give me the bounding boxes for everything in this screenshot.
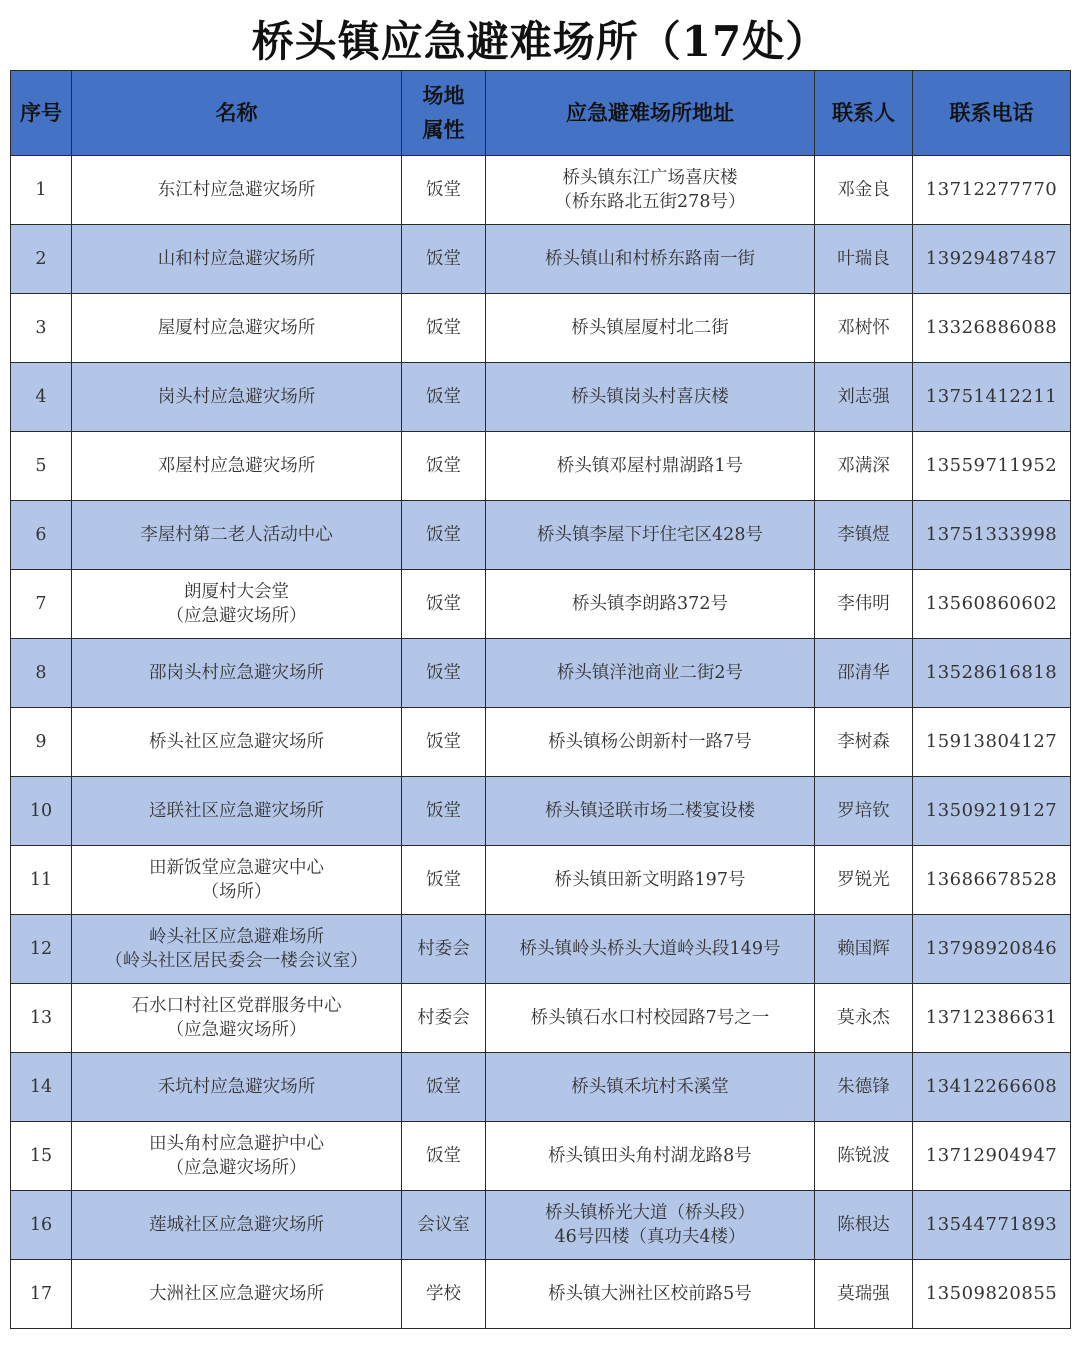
cell-contact-text: 莫瑞强	[837, 1284, 890, 1304]
cell-name	[72, 915, 402, 984]
cell-address	[486, 708, 815, 777]
cell-seq	[11, 639, 72, 708]
table-row	[11, 1260, 1071, 1329]
cell-contact	[815, 777, 913, 846]
cell-name	[72, 294, 402, 363]
cell-type-text: 饭堂	[426, 456, 461, 476]
cell-name-text: 岭头社区应急避难场所	[149, 927, 324, 947]
cell-name	[72, 432, 402, 501]
cell-seq	[11, 846, 72, 915]
cell-contact-text: 叶瑞良	[837, 249, 890, 269]
cell-seq	[11, 432, 72, 501]
cell-phone-text: 13559711952	[925, 455, 1058, 476]
cell-contact-text: 罗锐光	[837, 870, 890, 890]
table-row	[11, 294, 1071, 363]
cell-seq	[11, 1053, 72, 1122]
cell-phone-text: 13751333998	[925, 524, 1058, 545]
header-type	[402, 71, 486, 156]
cell-seq-text: 4	[35, 387, 47, 407]
cell-seq-text: 8	[35, 663, 47, 683]
table-row	[11, 501, 1071, 570]
cell-phone	[913, 915, 1071, 984]
cell-contact	[815, 915, 913, 984]
cell-name-text: 田新饭堂应急避灾中心	[149, 858, 324, 878]
cell-contact-text: 邓树怀	[837, 318, 890, 338]
cell-seq-text: 9	[35, 732, 47, 752]
cell-name-text: 朗厦村大会堂	[184, 582, 289, 602]
cell-name	[72, 225, 402, 294]
cell-phone-text: 13544771893	[925, 1214, 1058, 1235]
cell-contact	[815, 1191, 913, 1260]
cell-name	[72, 156, 402, 225]
cell-type	[402, 708, 486, 777]
cell-address-text: 桥头镇山和村桥东路南一街	[545, 249, 755, 269]
cell-phone	[913, 225, 1071, 294]
cell-contact-text: 邵清华	[837, 663, 890, 683]
cell-name-text-line2: （应急避灾场所）	[166, 1158, 307, 1178]
cell-phone	[913, 708, 1071, 777]
table-row	[11, 1053, 1071, 1122]
cell-type	[402, 984, 486, 1053]
header-address: 应急避难场所地址	[486, 71, 815, 156]
header-seq: 序号	[11, 71, 72, 156]
cell-name	[72, 639, 402, 708]
cell-phone	[913, 984, 1071, 1053]
cell-contact	[815, 501, 913, 570]
cell-seq-text: 11	[29, 870, 53, 890]
cell-name-text-line2: （应急避灾场所）	[166, 606, 307, 626]
page-title: 桥头镇应急避难场所（17处）	[251, 17, 829, 66]
cell-phone	[913, 846, 1071, 915]
cell-phone-text: 13798920846	[925, 938, 1058, 959]
cell-name-text-line2: （岭头社区居民委会一楼会议室）	[105, 951, 368, 971]
cell-contact	[815, 225, 913, 294]
cell-contact-text: 罗培钦	[837, 801, 890, 821]
cell-phone	[913, 639, 1071, 708]
shelter-table	[10, 70, 1071, 1329]
cell-name-text: 山和村应急避灾场所	[157, 249, 316, 269]
cell-name-text: 岗头村应急避灾场所	[157, 387, 316, 407]
cell-contact-text: 赖国辉	[837, 939, 890, 959]
cell-type	[402, 846, 486, 915]
cell-type	[402, 1191, 486, 1260]
cell-type-text: 饭堂	[426, 318, 461, 338]
cell-address-text-line2: （桥东路北五街278号）	[554, 192, 746, 212]
cell-address	[486, 639, 815, 708]
cell-name	[72, 570, 402, 639]
cell-phone-text: 13528616818	[925, 662, 1058, 683]
cell-type-text: 会议室	[417, 1215, 470, 1235]
cell-name	[72, 777, 402, 846]
cell-phone	[913, 570, 1071, 639]
cell-type	[402, 156, 486, 225]
cell-address-text: 桥头镇李屋下圩住宅区428号	[537, 525, 763, 545]
cell-address	[486, 225, 815, 294]
cell-phone	[913, 294, 1071, 363]
cell-name-text: 禾坑村应急避灾场所	[157, 1077, 316, 1097]
cell-seq-text: 2	[35, 249, 47, 269]
cell-type-text: 饭堂	[426, 594, 461, 614]
cell-phone-text: 13560860602	[925, 593, 1058, 614]
cell-type	[402, 432, 486, 501]
table-row	[11, 777, 1071, 846]
cell-address-text: 桥头镇杨公朗新村一路7号	[548, 732, 752, 752]
cell-name	[72, 1053, 402, 1122]
cell-name-text: 大洲社区应急避灾场所	[149, 1284, 324, 1304]
cell-phone	[913, 1122, 1071, 1191]
cell-name-text: 邵岗头村应急避灾场所	[149, 663, 324, 683]
cell-contact	[815, 432, 913, 501]
table-body	[11, 156, 1071, 1329]
cell-phone-text: 13712277770	[925, 179, 1058, 200]
cell-address	[486, 846, 815, 915]
cell-type	[402, 1260, 486, 1329]
cell-name-text: 石水口村社区党群服务中心	[131, 996, 342, 1016]
cell-address-text: 桥头镇禾坑村禾溪堂	[571, 1077, 729, 1097]
cell-name-text-line2: （应急避灾场所）	[166, 1020, 307, 1040]
cell-type-text: 饭堂	[426, 387, 461, 407]
cell-contact	[815, 363, 913, 432]
cell-contact	[815, 708, 913, 777]
cell-address-text-line2: 46号四楼（真功夫4楼）	[554, 1227, 746, 1247]
cell-seq-text: 17	[29, 1284, 53, 1304]
cell-type-text: 饭堂	[426, 1077, 461, 1097]
cell-phone-text: 13509820855	[925, 1283, 1058, 1304]
cell-address	[486, 156, 815, 225]
table-row	[11, 984, 1071, 1053]
cell-address	[486, 1122, 815, 1191]
cell-phone	[913, 777, 1071, 846]
cell-seq-text: 3	[35, 318, 47, 338]
table-row	[11, 363, 1071, 432]
cell-contact-text: 李镇煜	[837, 525, 890, 545]
cell-address	[486, 570, 815, 639]
cell-phone-text: 13712386631	[925, 1007, 1058, 1028]
table-row	[11, 225, 1071, 294]
cell-seq	[11, 501, 72, 570]
cell-seq-text: 1	[35, 180, 47, 200]
cell-phone	[913, 1053, 1071, 1122]
cell-seq	[11, 708, 72, 777]
cell-name-text: 东江村应急避灾场所	[157, 180, 316, 200]
cell-contact	[815, 1260, 913, 1329]
cell-phone-text: 13326886088	[925, 317, 1058, 338]
cell-name-text: 屋厦村应急避灾场所	[157, 318, 316, 338]
cell-phone-text: 15913804127	[925, 731, 1058, 752]
cell-phone-text: 13712904947	[925, 1145, 1058, 1166]
cell-seq-text: 14	[29, 1077, 53, 1097]
cell-address-text: 桥头镇大洲社区校前路5号	[548, 1284, 752, 1304]
table-row	[11, 1191, 1071, 1260]
cell-type	[402, 777, 486, 846]
cell-seq-text: 10	[29, 801, 53, 821]
table-row	[11, 639, 1071, 708]
cell-seq	[11, 777, 72, 846]
table-row	[11, 570, 1071, 639]
cell-address	[486, 363, 815, 432]
cell-name	[72, 846, 402, 915]
cell-name	[72, 363, 402, 432]
cell-name	[72, 1122, 402, 1191]
cell-seq	[11, 1191, 72, 1260]
cell-address	[486, 501, 815, 570]
cell-contact-text: 邓金良	[837, 180, 890, 200]
cell-contact	[815, 639, 913, 708]
cell-phone	[913, 156, 1071, 225]
cell-seq-text: 16	[29, 1215, 53, 1235]
cell-type-text: 饭堂	[426, 732, 461, 752]
cell-seq-text: 13	[29, 1008, 53, 1028]
cell-address	[486, 1191, 815, 1260]
table-row	[11, 156, 1071, 225]
cell-address	[486, 984, 815, 1053]
cell-phone-text: 13929487487	[925, 248, 1058, 269]
cell-address-text: 桥头镇田新文明路197号	[554, 870, 746, 890]
cell-name	[72, 1260, 402, 1329]
cell-phone-text: 13751412211	[925, 386, 1058, 407]
cell-type-text: 饭堂	[426, 1146, 461, 1166]
cell-seq	[11, 1122, 72, 1191]
cell-name-text: 李屋村第二老人活动中心	[140, 525, 333, 545]
cell-name-text: 邓屋村应急避灾场所	[157, 456, 316, 476]
cell-seq-text: 5	[35, 456, 47, 476]
cell-type	[402, 1122, 486, 1191]
cell-type	[402, 1053, 486, 1122]
cell-address	[486, 294, 815, 363]
table-row	[11, 432, 1071, 501]
cell-address-text: 桥头镇田头角村湖龙路8号	[548, 1146, 752, 1166]
cell-contact-text: 李树森	[837, 732, 890, 752]
cell-name-text: 田头角村应急避护中心	[149, 1134, 324, 1154]
cell-type-text: 饭堂	[426, 663, 461, 683]
cell-phone	[913, 432, 1071, 501]
cell-type	[402, 225, 486, 294]
cell-name-text-line2: （场所）	[201, 882, 272, 902]
cell-contact	[815, 570, 913, 639]
cell-name-text: 迳联社区应急避灾场所	[149, 801, 324, 821]
cell-seq	[11, 1260, 72, 1329]
cell-address	[486, 1053, 815, 1122]
cell-address-text: 桥头镇邓屋村鼎湖路1号	[556, 456, 744, 476]
cell-seq	[11, 294, 72, 363]
cell-contact	[815, 294, 913, 363]
cell-seq-text: 7	[35, 594, 47, 614]
cell-seq	[11, 363, 72, 432]
cell-name	[72, 708, 402, 777]
cell-address	[486, 432, 815, 501]
cell-contact-text: 陈锐波	[837, 1146, 890, 1166]
cell-address-text: 桥头镇屋厦村北二街	[571, 318, 729, 338]
cell-type	[402, 294, 486, 363]
cell-type-text: 村委会	[417, 939, 470, 959]
cell-contact-text: 朱德锋	[837, 1077, 890, 1097]
cell-phone-text: 13509219127	[925, 800, 1058, 821]
cell-type	[402, 639, 486, 708]
header-type-line2: 属性	[422, 118, 465, 142]
cell-phone	[913, 363, 1071, 432]
cell-seq-text: 15	[29, 1146, 53, 1166]
cell-type-text: 学校	[426, 1284, 461, 1304]
cell-address-text: 桥头镇桥光大道（桥头段）	[545, 1203, 755, 1223]
cell-contact	[815, 984, 913, 1053]
cell-contact-text: 莫永杰	[837, 1008, 890, 1028]
table-header-row	[11, 71, 1071, 156]
cell-seq-text: 12	[29, 939, 53, 959]
cell-phone-text: 13412266608	[925, 1076, 1058, 1097]
cell-seq	[11, 225, 72, 294]
cell-contact	[815, 846, 913, 915]
cell-type-text: 饭堂	[426, 180, 461, 200]
cell-seq-text: 6	[35, 525, 47, 545]
cell-address-text: 桥头镇李朗路372号	[572, 594, 728, 614]
cell-address	[486, 915, 815, 984]
cell-phone	[913, 1191, 1071, 1260]
cell-name-text: 莲城社区应急避灾场所	[149, 1215, 324, 1235]
cell-type	[402, 915, 486, 984]
cell-type-text: 饭堂	[426, 525, 461, 545]
cell-address-text: 桥头镇迳联市场二楼宴设楼	[545, 801, 755, 821]
cell-address-text: 桥头镇岭头桥头大道岭头段149号	[519, 939, 781, 959]
cell-seq	[11, 984, 72, 1053]
cell-name	[72, 984, 402, 1053]
cell-type	[402, 363, 486, 432]
cell-address-text: 桥头镇岗头村喜庆楼	[571, 387, 729, 407]
table-row	[11, 915, 1071, 984]
cell-type	[402, 501, 486, 570]
cell-address-text: 桥头镇石水口村校园路7号之一	[530, 1008, 770, 1028]
header-contact: 联系人	[815, 71, 913, 156]
cell-type-text: 饭堂	[426, 249, 461, 269]
cell-address	[486, 777, 815, 846]
cell-type-text: 饭堂	[426, 801, 461, 821]
cell-type	[402, 570, 486, 639]
header-name: 名称	[72, 71, 402, 156]
cell-phone	[913, 501, 1071, 570]
cell-seq	[11, 156, 72, 225]
cell-contact	[815, 156, 913, 225]
table-row	[11, 846, 1071, 915]
cell-name	[72, 1191, 402, 1260]
cell-phone	[913, 1260, 1071, 1329]
cell-contact-text: 刘志强	[837, 387, 890, 407]
cell-type-text: 饭堂	[426, 870, 461, 890]
cell-contact-text: 邓满深	[837, 456, 890, 476]
cell-address-text: 桥头镇洋池商业二街2号	[556, 663, 744, 683]
header-type-line1: 场地	[422, 84, 465, 108]
cell-seq	[11, 915, 72, 984]
cell-address-text: 桥头镇东江广场喜庆楼	[562, 168, 738, 188]
cell-phone-text: 13686678528	[925, 869, 1058, 890]
cell-address	[486, 1260, 815, 1329]
cell-contact-text: 李伟明	[837, 594, 890, 614]
cell-type-text: 村委会	[417, 1008, 470, 1028]
cell-contact	[815, 1122, 913, 1191]
cell-contact-text: 陈根达	[837, 1215, 890, 1235]
table-row	[11, 1122, 1071, 1191]
cell-name	[72, 501, 402, 570]
header-phone: 联系电话	[913, 71, 1071, 156]
table-row	[11, 708, 1071, 777]
cell-contact	[815, 1053, 913, 1122]
cell-seq	[11, 570, 72, 639]
cell-name-text: 桥头社区应急避灾场所	[149, 732, 324, 752]
